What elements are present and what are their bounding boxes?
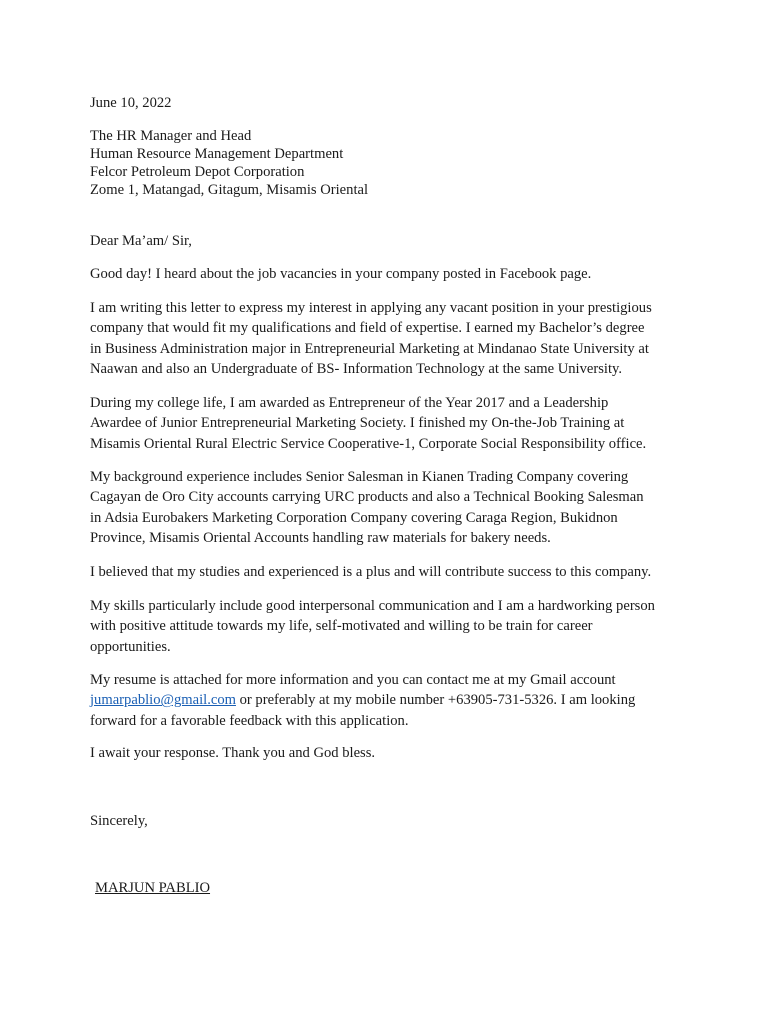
paragraph-line-email [90, 690, 635, 710]
paragraph-belief [90, 562, 651, 582]
paragraph-college [90, 393, 646, 454]
email-link[interactable]: jumarpablio@gmail.com [90, 692, 236, 709]
paragraph-line: I await your response. Thank you and God bless. [90, 745, 376, 761]
paragraph-line: Misamis Oriental Rural Electric Service Cooperative-1, Corporate Social Responsibility office. [90, 435, 647, 452]
paragraph-line: opportunities. [90, 638, 171, 655]
paragraph-line: Cagayan de Oro City accounts carrying URC products and also a Technical Booking Salesman [90, 489, 644, 506]
paragraph-line: Province, Misamis Oriental Accounts handling raw materials for bakery needs. [90, 529, 551, 546]
paragraph-line: company that would fit my qualifications and field of expertise. I earned my Bachelor’s degree [90, 320, 645, 337]
salutation: Dear Ma’am/ Sir, [90, 233, 192, 249]
paragraph-line: in Business Administration major in Entrepreneurial Marketing at Mindanao State University at [90, 340, 649, 357]
paragraph-line: During my college life, I am awarded as Entrepreneur of the Year 2017 and a Leadership [90, 395, 609, 411]
paragraph-closing-remark [90, 743, 375, 763]
letter-date: June 10, 2022 [90, 95, 172, 111]
signature-name: MARJUN PABLIO [95, 880, 211, 896]
contact-text: or preferably at my mobile number +63905-731-5326. I am looking [235, 692, 636, 709]
paragraph-line: forward for a favorable feedback with this application. [90, 712, 409, 729]
recipient-address: Zome 1, Matangad, Gitagum, Misamis Oriental [90, 182, 369, 198]
recipient-company: Felcor Petroleum Depot Corporation [90, 164, 305, 180]
paragraph-interest [90, 298, 652, 379]
paragraph-line: Awardee of Junior Entrepreneurial Marketing Society. I finished my On-the-Job Training at [90, 415, 625, 432]
paragraph-line: in Adsia Eurobakers Marketing Corporation Company covering Caraga Region, Bukidnon [90, 509, 618, 526]
paragraph-skills [90, 596, 655, 657]
paragraph-line: Good day! I heard about the job vacancies in your company posted in Facebook page. [90, 266, 592, 282]
paragraph-line: I am writing this letter to express my interest in applying any vacant position in your prestigious [90, 300, 652, 316]
paragraph-line: My background experience includes Senior Salesman in Kianen Trading Company covering [90, 469, 629, 485]
paragraph-line: with positive attitude towards my life, self-motivated and willing to be train for career [90, 618, 593, 635]
paragraph-experience [90, 467, 644, 548]
paragraph-line: My resume is attached for more information and you can contact me at my Gmail account [90, 672, 616, 688]
paragraph-line: My skills particularly include good interpersonal communication and I am a hardworking person [90, 598, 655, 614]
recipient-title: The HR Manager and Head [90, 128, 252, 144]
paragraph-greeting [90, 264, 591, 284]
paragraph-contact [90, 670, 635, 731]
paragraph-line: I believed that my studies and experienced is a plus and will contribute success to this company. [90, 564, 652, 580]
recipient-department: Human Resource Management Department [90, 146, 344, 162]
closing: Sincerely, [90, 813, 148, 829]
paragraph-line: Naawan and also an Undergraduate of BS- Information Technology at the same University. [90, 360, 623, 377]
